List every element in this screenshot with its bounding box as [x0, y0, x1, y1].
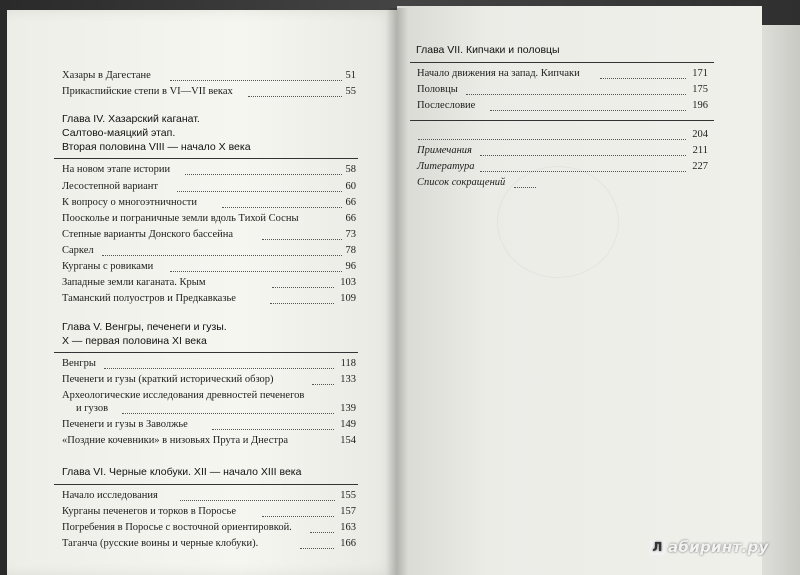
- bleed-through-ornament: [497, 166, 619, 278]
- chapter-heading: Глава VII. Кипчаки и половцы: [416, 44, 560, 56]
- toc-entry: Лесостепной вариант: [62, 181, 159, 192]
- dot-leader: [490, 110, 686, 111]
- toc-entry: Примечания: [417, 145, 472, 156]
- dot-leader: [272, 287, 334, 288]
- divider: [410, 120, 714, 121]
- toc-entry: Хазары в Дагестане: [62, 70, 151, 81]
- page-number: 227: [692, 161, 708, 172]
- book-spine: [386, 8, 408, 575]
- dot-leader: [185, 174, 342, 175]
- chapter-heading: Глава IV. Хазарский каганат.: [62, 113, 200, 125]
- toc-entry: Таманский полуостров и Предкавказье: [62, 293, 236, 304]
- chapter-heading: Салтово-маяцкий этап.: [62, 127, 176, 139]
- chapter-heading: Глава V. Венгры, печенеги и гузы.: [62, 321, 227, 333]
- page-number: 58: [345, 164, 356, 175]
- toc-entry: Поосколье и пограничные земли вдоль Тихой Сосны: [62, 213, 299, 224]
- divider: [410, 62, 714, 63]
- page-number: 175: [692, 84, 708, 95]
- page-number: 78: [345, 245, 356, 256]
- chapter-heading: Глава VI. Черные клобуки. XII — начало XIII века: [62, 466, 302, 478]
- dot-leader: [418, 139, 686, 140]
- dot-leader: [270, 303, 334, 304]
- chapter-heading: Вторая половина VIII — начало X века: [62, 141, 251, 153]
- watermark-text: абиринт.ру: [668, 538, 769, 556]
- toc-entry: Половцы: [417, 84, 458, 95]
- toc-entry: Печенеги и гузы в Заволжье: [62, 419, 188, 430]
- page-number: 163: [340, 522, 356, 533]
- toc-entry: Начало исследования: [62, 490, 158, 501]
- dot-leader: [262, 516, 334, 517]
- toc-entry: Список сокращений: [417, 177, 506, 188]
- divider: [54, 352, 358, 353]
- site-watermark: [650, 538, 769, 556]
- dot-leader: [222, 207, 342, 208]
- toc-entry: Послесловие: [417, 100, 476, 111]
- dot-leader: [514, 187, 536, 188]
- dot-leader: [177, 191, 342, 192]
- dot-leader: [104, 368, 334, 369]
- toc-entry: Археологические исследования древностей печенегов: [62, 390, 305, 401]
- page-number: 66: [345, 213, 356, 224]
- page-number: 66: [345, 197, 356, 208]
- page-number: 204: [692, 129, 708, 140]
- page-number: 55: [345, 86, 356, 97]
- page-number: 157: [340, 506, 356, 517]
- page-number: 96: [345, 261, 356, 272]
- toc-entry: Западные земли каганата. Крым: [62, 277, 206, 288]
- toc-entry: Венгры: [62, 358, 96, 369]
- toc-entry: К вопросу о многоэтничности: [62, 197, 197, 208]
- toc-entry: Степные варианты Донского бассейна: [62, 229, 234, 240]
- toc-entry: Погребения в Поросье с восточной ориентировкой.: [62, 522, 292, 533]
- page-number: 211: [692, 145, 708, 156]
- divider: [54, 484, 358, 485]
- dot-leader: [170, 271, 342, 272]
- toc-entry: Начало движения на запад. Кипчаки: [417, 68, 580, 79]
- page-number: 60: [345, 181, 356, 192]
- page-number: 73: [345, 229, 356, 240]
- dot-leader: [212, 429, 334, 430]
- dot-leader: [466, 94, 686, 95]
- page-number: 133: [340, 374, 356, 385]
- dot-leader: [122, 413, 334, 414]
- toc-entry: «Поздние кочевники» в низовьях Прута и Днестра: [62, 435, 288, 446]
- dot-leader: [480, 155, 686, 156]
- page-number: 166: [340, 538, 356, 549]
- page-number: 103: [340, 277, 356, 288]
- toc-entry: Саркел: [62, 245, 94, 256]
- page-number: 139: [340, 403, 356, 414]
- page-number: 149: [340, 419, 356, 430]
- page-number: 118: [340, 358, 356, 369]
- dot-leader: [180, 500, 335, 501]
- page-number: 155: [340, 490, 356, 501]
- toc-entry: Таганча (русские воины и черные клобуки).: [62, 538, 259, 549]
- page-number: 51: [345, 70, 356, 81]
- toc-entry: и гузов: [76, 403, 109, 414]
- toc-entry: Литература: [417, 161, 475, 172]
- labirint-logo-icon: Л: [650, 540, 665, 555]
- page-number: 109: [340, 293, 356, 304]
- toc-entry: Курганы с ровиками: [62, 261, 154, 272]
- dot-leader: [170, 80, 342, 81]
- toc-entry: Курганы печенегов и торков в Поросье: [62, 506, 236, 517]
- divider: [54, 158, 358, 159]
- toc-entry: Прикаспийские степи в VI—VII веках: [62, 86, 233, 97]
- dot-leader: [480, 171, 686, 172]
- chapter-heading: X — первая половина XI века: [62, 335, 207, 347]
- dot-leader: [600, 78, 686, 79]
- page-number: 154: [340, 435, 356, 446]
- toc-entry: На новом этапе истории: [62, 164, 171, 175]
- page-number: 196: [692, 100, 708, 111]
- dot-leader: [102, 255, 342, 256]
- toc-entry: Печенеги и гузы (краткий исторический обзор): [62, 374, 274, 385]
- page-number: 171: [692, 68, 708, 79]
